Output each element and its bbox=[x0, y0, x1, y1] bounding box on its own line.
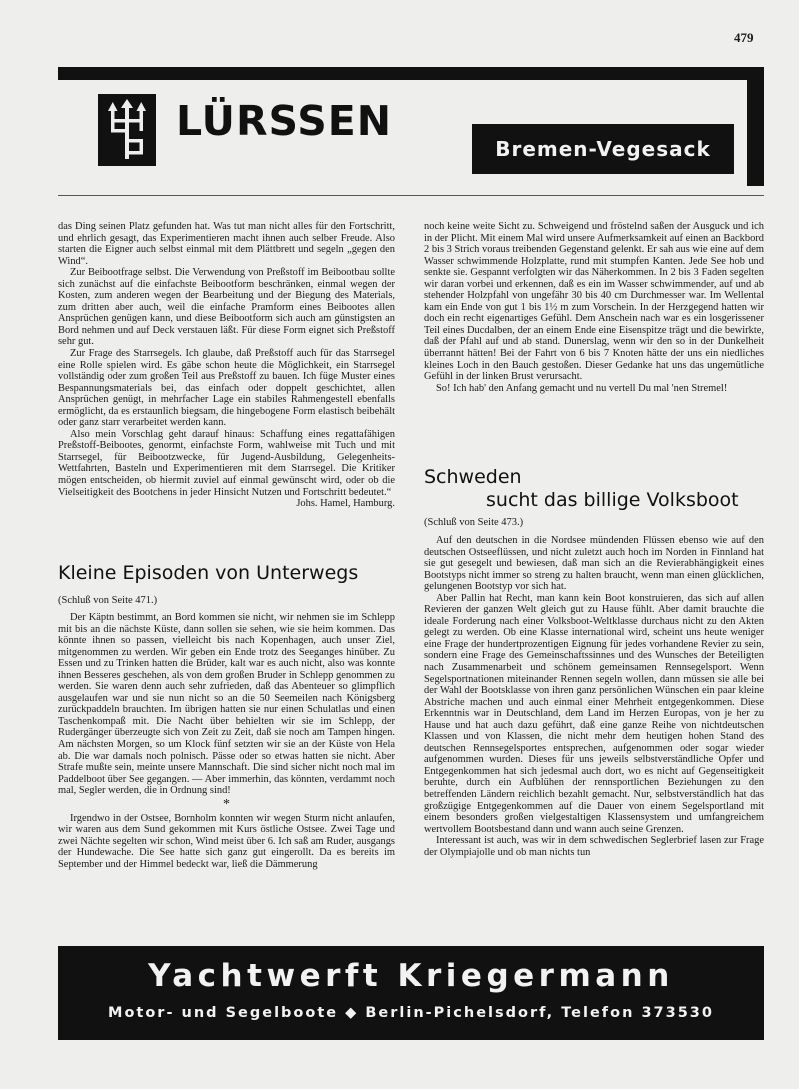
paragraph: noch keine weite Sicht zu. Schweigend und fröstelnd saßen der Ausguck und ich in der Plicht. Mit einem Mal wird unsere Aufmerksamkeit auf einen an Backbord 2 bis 3 Strich voraus treibenden Gegenstand gelenkt. Er sah aus wie eine auf dem Wasser schwimmende Holzplatte, rund mit stumpfen Kanten. Jede See hob und senkte sie. Gespannt verfolgten wir das Näherkommen. In 2 bis 3 Faden segelten wir daran vorbei und erkennen, daß es ein im Wasser schwimmender, auf und ab stehender Holzpfahl von ungefähr 30 bis 40 cm Durchmesser war. Im Wellental kam ein Ende von gut 1 bis 1½ m zum Vorschein. In der Herzgegend hatten wir doch ein recht eigenartiges Gefühl. Dem Anschein nach war es ein losgerissener Teil eines Ducdalben, der an einem Ende eine Eisenspitze trägt und die bewirkte, daß der Pfahl auf und ab stand. Dunerslag, wenn wir den so in der Dunkelheit überrannt hätten! Bei der Fahrt von 6 bis 7 Knoten hätte der uns ein niedliches kleines Loch in den Bauch gestoßen. Dieser Gedanke hat uns das ungemütliche Gefühl in der linken Brust verursacht. bbox=[424, 221, 764, 383]
paragraph: Also mein Vorschlag geht darauf hinaus: Schaffung eines regattafähigen Preßstoff-Beibootes, genormt, einfachste Form, wahlweise mit Tuch und mit Starrsegel, für Beibootzwecke, für Jugend-Ausbildung, Gelegenheits-Wettfahrten, Basteln und Experimentieren mit dem Starrsegel. Die Kritiker mögen entscheiden, ob hiermit zuviel auf einmal gewünscht wird, oder ob die Vielseitigkeit des Bootchens in jeder Hinsicht Nutzen und Fortschritt bedeutet.“ bbox=[58, 428, 395, 498]
ad-brand-name: LÜRSSEN bbox=[176, 97, 393, 145]
trident-monogram-icon bbox=[98, 94, 156, 166]
paragraph: Aber Pallin hat Recht, man kann kein Boot konstruieren, das sich auf allen Revieren der ganzen Welt gleich gut zu Hause fühlt. Aber damit brauchte die ideale Forderung nach einer Volksboot-Weltklasse durchaus nicht zu den Akten gelegt zu werden. Ob eine Klasse international wird, scheint uns heute weniger eine Frage der hundertprozentigen Eignung für jedes vorhandene Revier zu sein, sondern eine Frage des Gemeinschaftssinnes und des Wunsches der Beteiligten nach Zusammenarbeit und schönem gemeinsamen Rennsegelsport. Wenn Segelsportnationen miteinander Rennen segeln wollen, dann müssen sie alle bei der Wahl der Bootsklasse von ihren ganz persönlichen Wünschen ein paar kleine Abstriche machen und auch einmal einer Mehrheit entgegenkommen. Diese Erkenntnis war in Deutschland, dem Land im Herzen Europas, von je her zu Hause und hat auch dazu geführt, daß eine ganze Reihe von nichtdeutschen Klassen und von Klassen, die nicht mehr dem heutigen hohen Stand des deutschen Rennsegelsportes entsprechen, aufgenommen oder sogar wieder aufgenommen wurden. Dieses für uns jeweils selbstverständliche Opfer und Entgegenkommen hat sich jedesmal auch dort, wo es nicht auf Gegenseitigkeit beruhte, durch ein Aufblühen der rennsportlichen Beziehungen zu den betreffenden Ländern reichlich bezahlt gemacht. Nur, selbstverständlich hat das großzügige Entgegenkommen auf die Dauer von einem Segelsportland mit einem besonders großen vielgestaltigen Klassensystem und umfangreichem wertvollem Bootsbestand dann und wann auch seine Grenzen. bbox=[424, 592, 764, 835]
continuation-note: (Schluß von Seite 473.) bbox=[424, 517, 524, 528]
paragraph: Der Käptn bestimmt, an Bord kommen sie nicht, wir nehmen sie im Schlepp mit bis an die nächste Küste, dann sollen sie sehen, wie sie heim kommen. Das könnte ihnen so passen, vielleicht bis nach Kopenhagen, auch unser Ziel, mitgenommen zu werden. Wir geben ein Ende trotz des Seeganges hinüber. Zu Essen und zu Trinken hatten die Brüder, kalt war es auch nicht, also was konnte ihnen Besseres geschehen, als von dem großen Bruder in Schlepp genommen zu werden. Sie waren denn auch sehr zufrieden, daß das Abenteuer so glimpflich ausgelaufen war und sie nun nicht so an die 50 Seemeilen nach Königsberg zurückpaddeln brauchten. Im übrigen hatten sie nur einen Schulatlas und einen Taschenkompaß mit. Die Nacht über behielten wir sie im Schlepp, der Rudergänger überzeugte sich von Zeit zu Zeit, daß sie noch am Tampen hingen. Am nächsten Morgen, so um Klock fünf setzten wir sie an der Küste von Hela ab. Die war damals noch polnisch. Pässe oder so etwas hatten sie nicht. Aber Strafe mußte sein, meinte unsere Mannschaft. Die sind sicher nicht noch mal im Paddelboot über See gegangen. — Aber immerhin, das könnten, verdammt noch mal, Segler werden, die in Ordnung sind! bbox=[58, 612, 395, 797]
ad-company-name: Yachtwerft Kriegermann bbox=[148, 958, 674, 994]
article-signature: Johs. Hamel, Hamburg. bbox=[296, 498, 395, 510]
left-column bbox=[58, 221, 395, 510]
paragraph: So! Ich hab' den Anfang gemacht und nu vertell Du mal 'nen Stremel! bbox=[436, 382, 728, 394]
article-heading: Kleine Episoden von Unterwegs bbox=[58, 562, 359, 584]
article-heading-line2: sucht das billige Volksboot bbox=[486, 489, 739, 511]
paragraph: Zur Frage des Starrsegels. Ich glaube, daß Preßstoff auch für das Starrsegel eine Rolle spielen wird. Es gäbe schon heute die Möglichkeit, ein Starrsegel vollständig oder zum großen Teil aus Preßstoff zu bauen. Ich füge Muster eines Bespannungsmaterials bei, das einfach oder doppelt geschichtet, allen Ansprüchen genügt, in mehrfacher Lage ein stabiles Rahmengestell ebenfalls ermöglicht, da es erstaunlich biegsam, die hingebogene Form elastisch beibehält oder ganz starr verarbeitet werden kann. bbox=[58, 348, 395, 429]
ad-right-bar bbox=[747, 80, 764, 186]
continuation-note: (Schluß von Seite 471.) bbox=[58, 595, 158, 606]
right-column-story bbox=[424, 535, 764, 858]
paragraph: Interessant ist auch, was wir in dem schwedischen Seglerbrief lasen zur Frage der Olympiajolle und ob man nichts tun bbox=[424, 835, 764, 858]
paragraph: das Ding seinen Platz gefunden hat. Was tut man nicht alles für den Fortschritt, und ehrlich gesagt, das Experimentieren macht ihnen auch selber Freude. Also starten die Eigner auch selbst einmal mit dem Plättbrett und segeln „gegen den Wind“. bbox=[58, 221, 395, 267]
ad-location-badge: Bremen-Vegesack bbox=[472, 124, 734, 174]
section-separator: * bbox=[223, 796, 230, 812]
left-column-story bbox=[58, 612, 395, 870]
article-heading-line1: Schweden bbox=[424, 466, 522, 488]
ad-top-bar bbox=[58, 67, 764, 80]
footer-advertisement bbox=[58, 946, 764, 1040]
paragraph: Auf den deutschen in die Nordsee mündenden Flüssen ebenso wie auf den deutschen Ostseeflüssen, und nicht zuletzt auch hoch im Norden in Finnland hat sie gut gesegelt und bewiesen, daß man sich an die Revierabhängigkeit eines Bootstyps nicht immer so streng zu halten braucht, wenn man einen glücklichen, gelungenen Bootstyp vor sich hat. bbox=[424, 535, 764, 593]
ad-company-details: Motor- und Segelboote ◆ Berlin-Pichelsdorf, Telefon 373530 bbox=[108, 1005, 714, 1021]
right-column bbox=[424, 221, 764, 394]
page-number: 479 bbox=[734, 30, 754, 45]
paragraph: Irgendwo in der Ostsee, Bornholm konnten wir wegen Sturm nicht anlaufen, wir waren aus dem Sund gekommen mit Kurs östliche Ostsee. Zwei Tage und zwei Nächte segelten wir schon, Wind meist über 6. Ich saß am Ruder, ausgangs der Hundewache. Die See hatte sich ganz gut eingerollt. Da es bereits im September und der Himmel bedeckt war, ließ die Dämmerung bbox=[58, 812, 395, 870]
paragraph: Zur Beibootfrage selbst. Die Verwendung von Preßstoff im Beibootbau sollte sich zunächst auf die einfachste Beibootform beschränken, einmal wegen der Kosten, zum anderen wegen der Bearbeitung und der Biegung des Materials, zum dritten aber auch, weil die einfache Pramform eines Beibootes allen Ansprüchen genügen kann, und diese Beibootform sich auch am günstigsten an Bord nehmen und auf Deck verstauen läßt. Für diese Form eignet sich Preßstoff sehr gut. bbox=[58, 267, 395, 348]
divider bbox=[58, 195, 764, 196]
